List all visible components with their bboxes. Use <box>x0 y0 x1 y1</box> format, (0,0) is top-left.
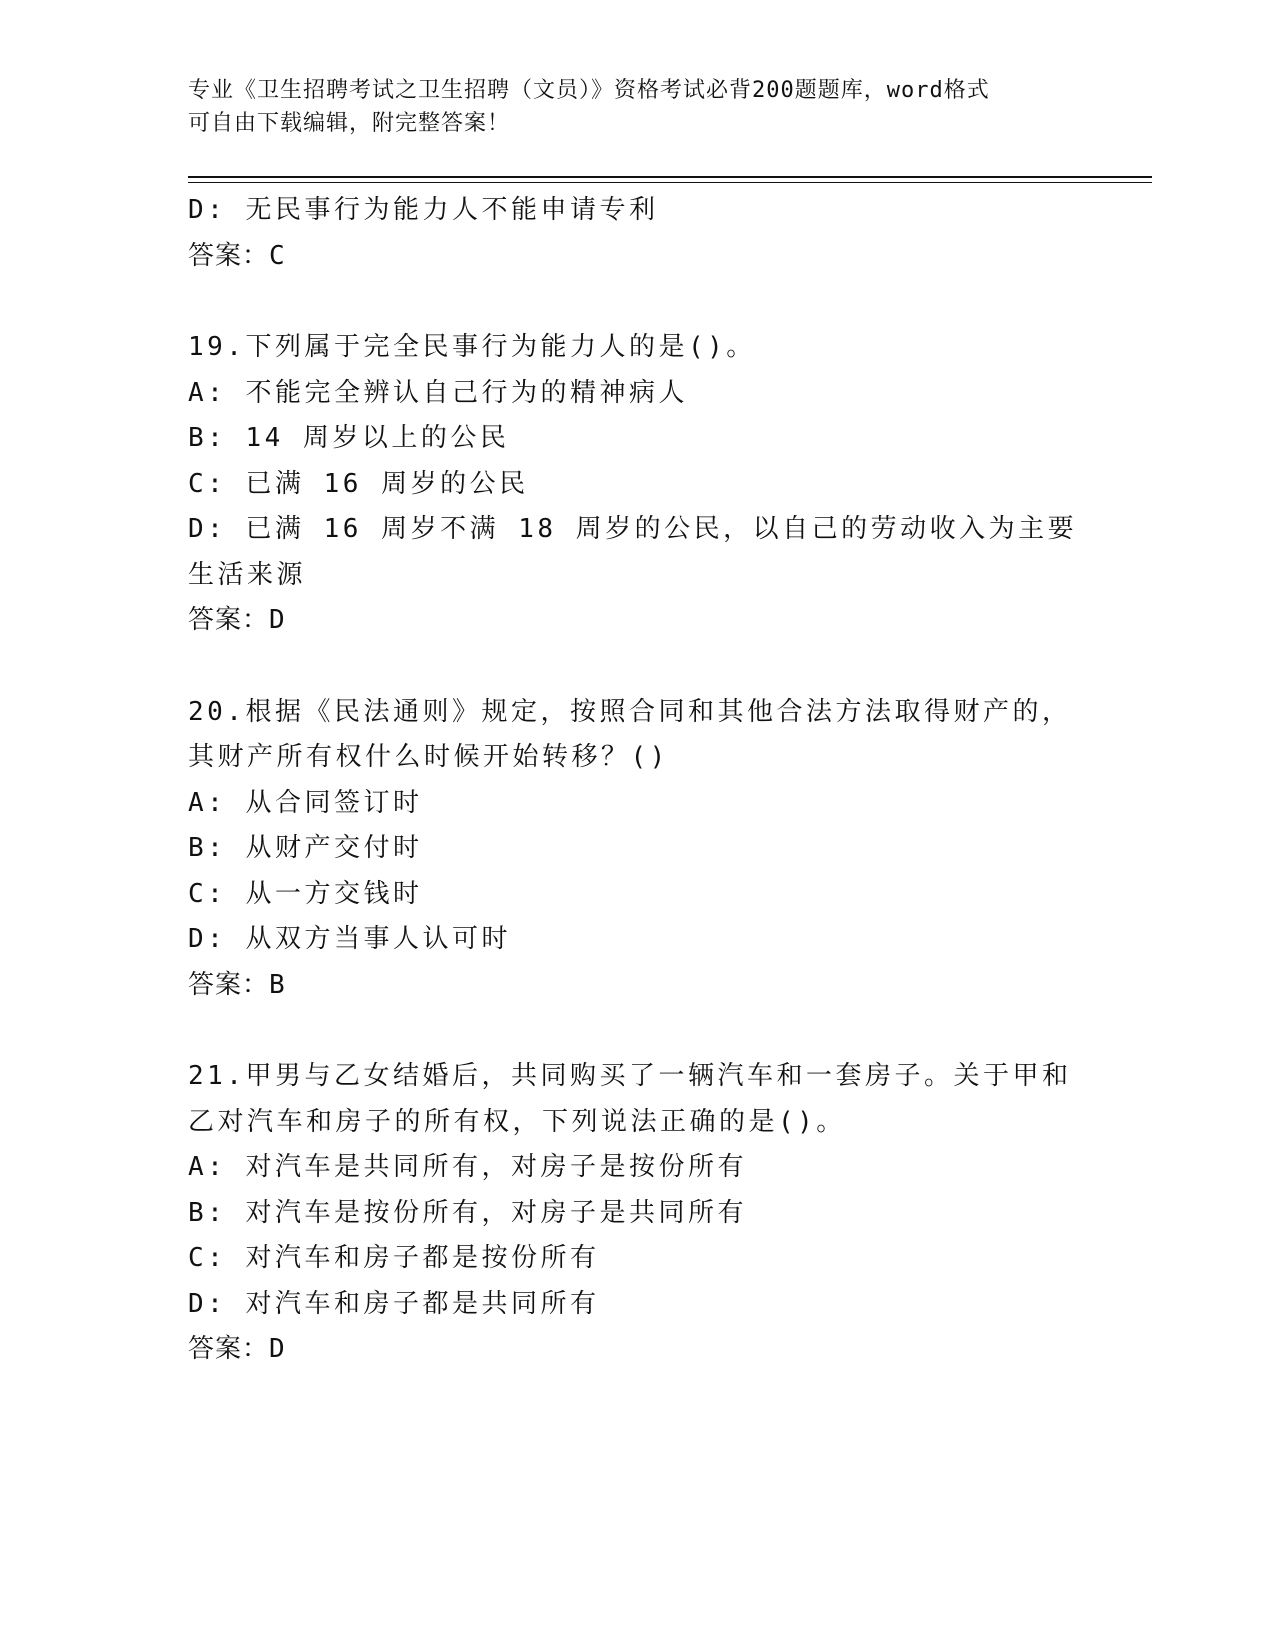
question-20-stem: 20.根据《民法通则》规定，按照合同和其他合法方法取得财产的，其财产所有权什么时候开始转移？() <box>188 696 1072 772</box>
header-divider-thin <box>188 182 1152 183</box>
spacer <box>188 1008 1088 1054</box>
question-18-option-d: D: 无民事行为能力人不能申请专利 <box>188 195 659 225</box>
question-21-answer: 答案：D <box>188 1334 286 1364</box>
question-19-answer: 答案：D <box>188 605 286 635</box>
spacer <box>188 279 1088 325</box>
question-20-option-b: B: 从财产交付时 <box>188 833 423 863</box>
question-18-tail <box>188 188 1088 279</box>
question-20-option-a: A: 从合同签订时 <box>188 787 423 818</box>
question-19-option-c: C: 已满 16 周岁的公民 <box>188 468 529 499</box>
question-21-option-a: A: 对汽车是共同所有，对房子是按份所有 <box>188 1152 747 1182</box>
question-19-option-d: D: 已满 16 周岁不满 18 周岁的公民，以自己的劳动收入为主要生活来源 <box>188 514 1078 590</box>
header-title-line-2: 可自由下载编辑，附完整答案！ <box>188 111 511 136</box>
question-list <box>188 188 1088 1373</box>
question-19-option-b: B: 14 周岁以上的公民 <box>188 423 510 453</box>
question-19 <box>188 325 1088 644</box>
question-19-stem: 19.下列属于完全民事行为能力人的是()。 <box>188 332 756 362</box>
question-20-option-c: C: 从一方交钱时 <box>188 878 423 909</box>
question-21 <box>188 1054 1088 1373</box>
question-20 <box>188 690 1088 1009</box>
spacer <box>188 644 1088 690</box>
header-divider-thick <box>188 176 1152 178</box>
question-18-answer: 答案：C <box>188 240 286 271</box>
question-19-option-a: A: 不能完全辨认自己行为的精神病人 <box>188 377 688 408</box>
question-20-answer: 答案：B <box>188 969 286 1000</box>
header-title-line-1: 专业《卫生招聘考试之卫生招聘（文员）》资格考试必背200题题库，word格式 <box>188 78 990 103</box>
question-20-option-d: D: 从双方当事人认可时 <box>188 924 511 954</box>
document-header <box>188 74 1068 140</box>
question-21-stem: 21.甲男与乙女结婚后，共同购买了一辆汽车和一套房子。关于甲和乙对汽车和房子的所有权，下列说法正确的是()。 <box>188 1061 1072 1137</box>
question-21-option-b: B: 对汽车是按份所有，对房子是共同所有 <box>188 1197 747 1228</box>
question-21-option-c: C: 对汽车和房子都是按份所有 <box>188 1243 600 1273</box>
question-21-option-d: D: 对汽车和房子都是共同所有 <box>188 1288 600 1319</box>
